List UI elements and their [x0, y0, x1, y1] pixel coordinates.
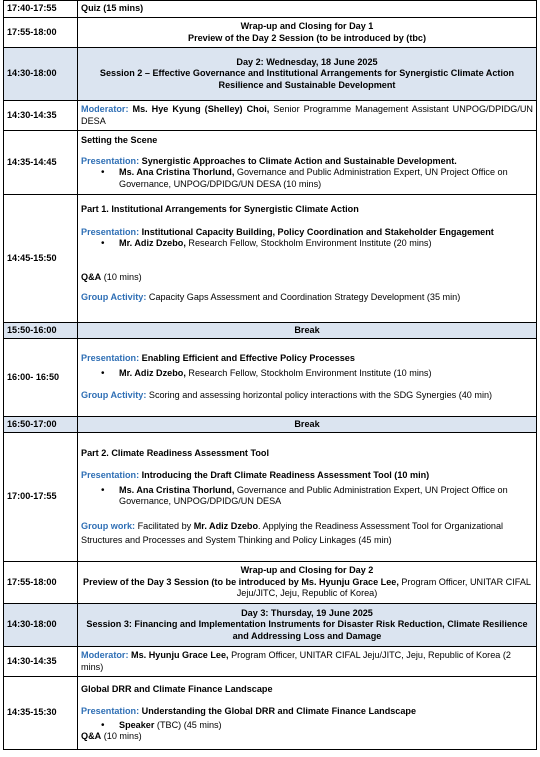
content-cell	[78, 195, 537, 323]
moderator-label: Moderator:	[81, 104, 129, 114]
moderator-cell	[78, 101, 537, 131]
section-heading: Global DRR and Climate Finance Landscape	[81, 683, 273, 694]
day-header-cell	[78, 604, 537, 647]
wrapup-title: Wrap-up and Closing for Day 2	[240, 565, 374, 576]
time-cell: 16:50-17:00	[4, 417, 78, 433]
bullet-icon: •	[101, 484, 105, 496]
group-work-pre: Facilitated by	[137, 520, 192, 531]
presentation-label: Presentation:	[81, 470, 140, 480]
time-cell: 14:30-18:00	[4, 604, 78, 647]
session-title: Session 3: Financing and Implementation Instruments for Disaster Risk Reduction, Climate Resilience and Addressing Loss and Damage	[86, 619, 528, 641]
presentation-title: Enabling Efficient and Effective Policy Processes	[141, 353, 355, 364]
group-activity-label: Group Activity:	[81, 292, 147, 303]
time-cell: 17:55-18:00	[4, 18, 78, 48]
day-title: Day 2: Wednesday, 18 June 2025	[236, 56, 378, 67]
speaker-item	[81, 238, 533, 250]
presentation-title: Understanding the Global DRR and Climate Finance Landscape	[141, 706, 417, 716]
presentation-label: Presentation:	[81, 353, 140, 364]
agenda-row	[4, 1, 537, 18]
content-cell	[78, 433, 537, 562]
wrapup-cell	[78, 562, 537, 604]
content-cell	[78, 339, 537, 417]
time-cell: 14:45-15:50	[4, 195, 78, 323]
agenda-row	[4, 433, 537, 562]
agenda-row	[4, 562, 537, 604]
day-header-cell	[78, 48, 537, 101]
group-activity-text: Capacity Gaps Assessment and Coordination Strategy Development (35 min)	[148, 292, 461, 303]
section-heading: Part 2. Climate Readiness Assessment Tool	[81, 447, 270, 458]
qa-label: Q&A	[81, 271, 102, 282]
day-header-row	[4, 48, 537, 101]
time-cell: 14:30-14:35	[4, 101, 78, 131]
break-label: Break	[78, 417, 537, 433]
presentation-label: Presentation:	[81, 226, 140, 237]
speaker-item	[81, 720, 533, 732]
agenda-row	[4, 677, 537, 750]
bullet-icon: •	[101, 238, 105, 250]
speaker-role: Research Fellow, Stockholm Environment Institute (10 mins)	[188, 367, 432, 378]
speaker-item	[81, 485, 533, 508]
speaker-role: (TBC) (45 mins)	[156, 719, 222, 730]
time-cell: 14:35-15:30	[4, 677, 78, 750]
agenda-row	[4, 339, 537, 417]
presentation-title: Institutional Capacity Building, Policy Coordination and Stakeholder Engagement	[141, 226, 494, 237]
agenda-row	[4, 195, 537, 323]
speaker-role: Governance and Public Administration Expert, UN Project Office on Governance, UNPOG/DPIDG/UN DESA	[119, 484, 508, 506]
wrapup-cell	[78, 18, 537, 48]
presentation-label: Presentation:	[81, 706, 140, 716]
group-work-label: Group work:	[81, 520, 136, 531]
presentation-title: Synergistic Approaches to Climate Action and Sustainable Development.	[141, 155, 457, 166]
time-cell: 17:00-17:55	[4, 433, 78, 562]
content-cell	[78, 131, 537, 195]
time-cell: 16:00- 16:50	[4, 339, 78, 417]
moderator-name: Ms. Hye Kyung (Shelley) Choi,	[132, 104, 270, 114]
wrapup-title: Wrap-up and Closing for Day 1	[240, 21, 374, 31]
moderator-label: Moderator:	[81, 650, 129, 660]
group-activity-label: Group Activity:	[81, 390, 147, 401]
qa-duration: (10 mins)	[103, 731, 142, 741]
speaker-name: Ms. Ana Cristina Thorlund,	[119, 484, 235, 495]
bullet-icon: •	[101, 367, 105, 379]
agenda-row	[4, 101, 537, 131]
time-cell: 14:30-14:35	[4, 647, 78, 677]
moderator-cell	[78, 647, 537, 677]
agenda-row	[4, 647, 537, 677]
group-activity-text: Scoring and assessing horizontal policy interactions with the SDG Synergies (40 min)	[148, 390, 493, 401]
speaker-item	[81, 368, 533, 380]
presentation-label: Presentation:	[81, 155, 140, 166]
time-cell: 15:50-16:00	[4, 323, 78, 339]
speaker-name: Mr. Adiz Dzebo,	[119, 238, 186, 249]
moderator-role: Program Officer, UNITAR CIFAL Jeju/JITC, Jeju, Republic of Korea (2 mins)	[81, 650, 511, 672]
qa-label: Q&A	[81, 731, 102, 741]
speaker-name: Ms. Ana Cristina Thorlund,	[119, 167, 235, 177]
agenda-table	[3, 0, 537, 750]
content-cell	[78, 677, 537, 750]
bullet-icon: •	[101, 167, 105, 178]
break-row	[4, 323, 537, 339]
speaker-item	[81, 167, 533, 190]
speaker-name: Speaker	[119, 719, 155, 730]
day-header-row	[4, 604, 537, 647]
presentation-title: Introducing the Draft Climate Readiness Assessment Tool (10 min)	[141, 470, 430, 480]
time-cell: 17:40-17:55	[4, 1, 78, 18]
break-row	[4, 417, 537, 433]
moderator-name: Ms. Hyunju Grace Lee,	[131, 650, 229, 660]
agenda-row	[4, 131, 537, 195]
moderator-role: Senior Programme Management Assistant UNPOG/DPIDG/UN DESA	[81, 104, 534, 126]
session-title: Session 2 – Effective Governance and Institutional Arrangements for Synergistic Climate Action Resilience and Sustainable Development	[99, 68, 515, 90]
speaker-name: Mr. Adiz Dzebo,	[119, 367, 186, 378]
time-cell: 14:35-14:45	[4, 131, 78, 195]
preview-presenter-role: Program Officer, UNITAR CIFAL Jeju/JITC, Jeju, Republic of Korea)	[236, 576, 531, 599]
speaker-role: Research Fellow, Stockholm Environment Institute (20 mins)	[188, 238, 432, 249]
preview-text: Preview of the Day 2 Session (to be introduced by (tbc)	[188, 32, 426, 43]
time-cell: 14:30-18:00	[4, 48, 78, 101]
time-cell: 17:55-18:00	[4, 562, 78, 604]
facilitator-name: Mr. Adiz Dzebo	[193, 520, 259, 531]
speaker-role: Governance and Public Administration Expert, UN Project Office on Governance, UNPOG/DPIDG/UN DESA (10 mins)	[119, 167, 508, 189]
qa-duration: (10 mins)	[103, 271, 142, 282]
day-title: Day 3: Thursday, 19 June 2025	[241, 607, 373, 618]
group-work-text: . Applying the Readiness Assessment Tool for Organizational Structures and Processes and System Thinking and Policy Linkages (45 min)	[81, 520, 504, 545]
agenda-row	[4, 18, 537, 48]
section-heading: Setting the Scene	[81, 135, 158, 145]
preview-text: Preview of the Day 3 Session (to be introduced by Ms. Hyunju Grace Lee,	[83, 576, 399, 587]
section-heading: Part 1. Institutional Arrangements for Synergistic Climate Action	[81, 204, 359, 215]
break-label: Break	[78, 323, 537, 339]
session-title: Quiz (15 mins)	[78, 1, 537, 18]
bullet-icon: •	[101, 719, 105, 731]
